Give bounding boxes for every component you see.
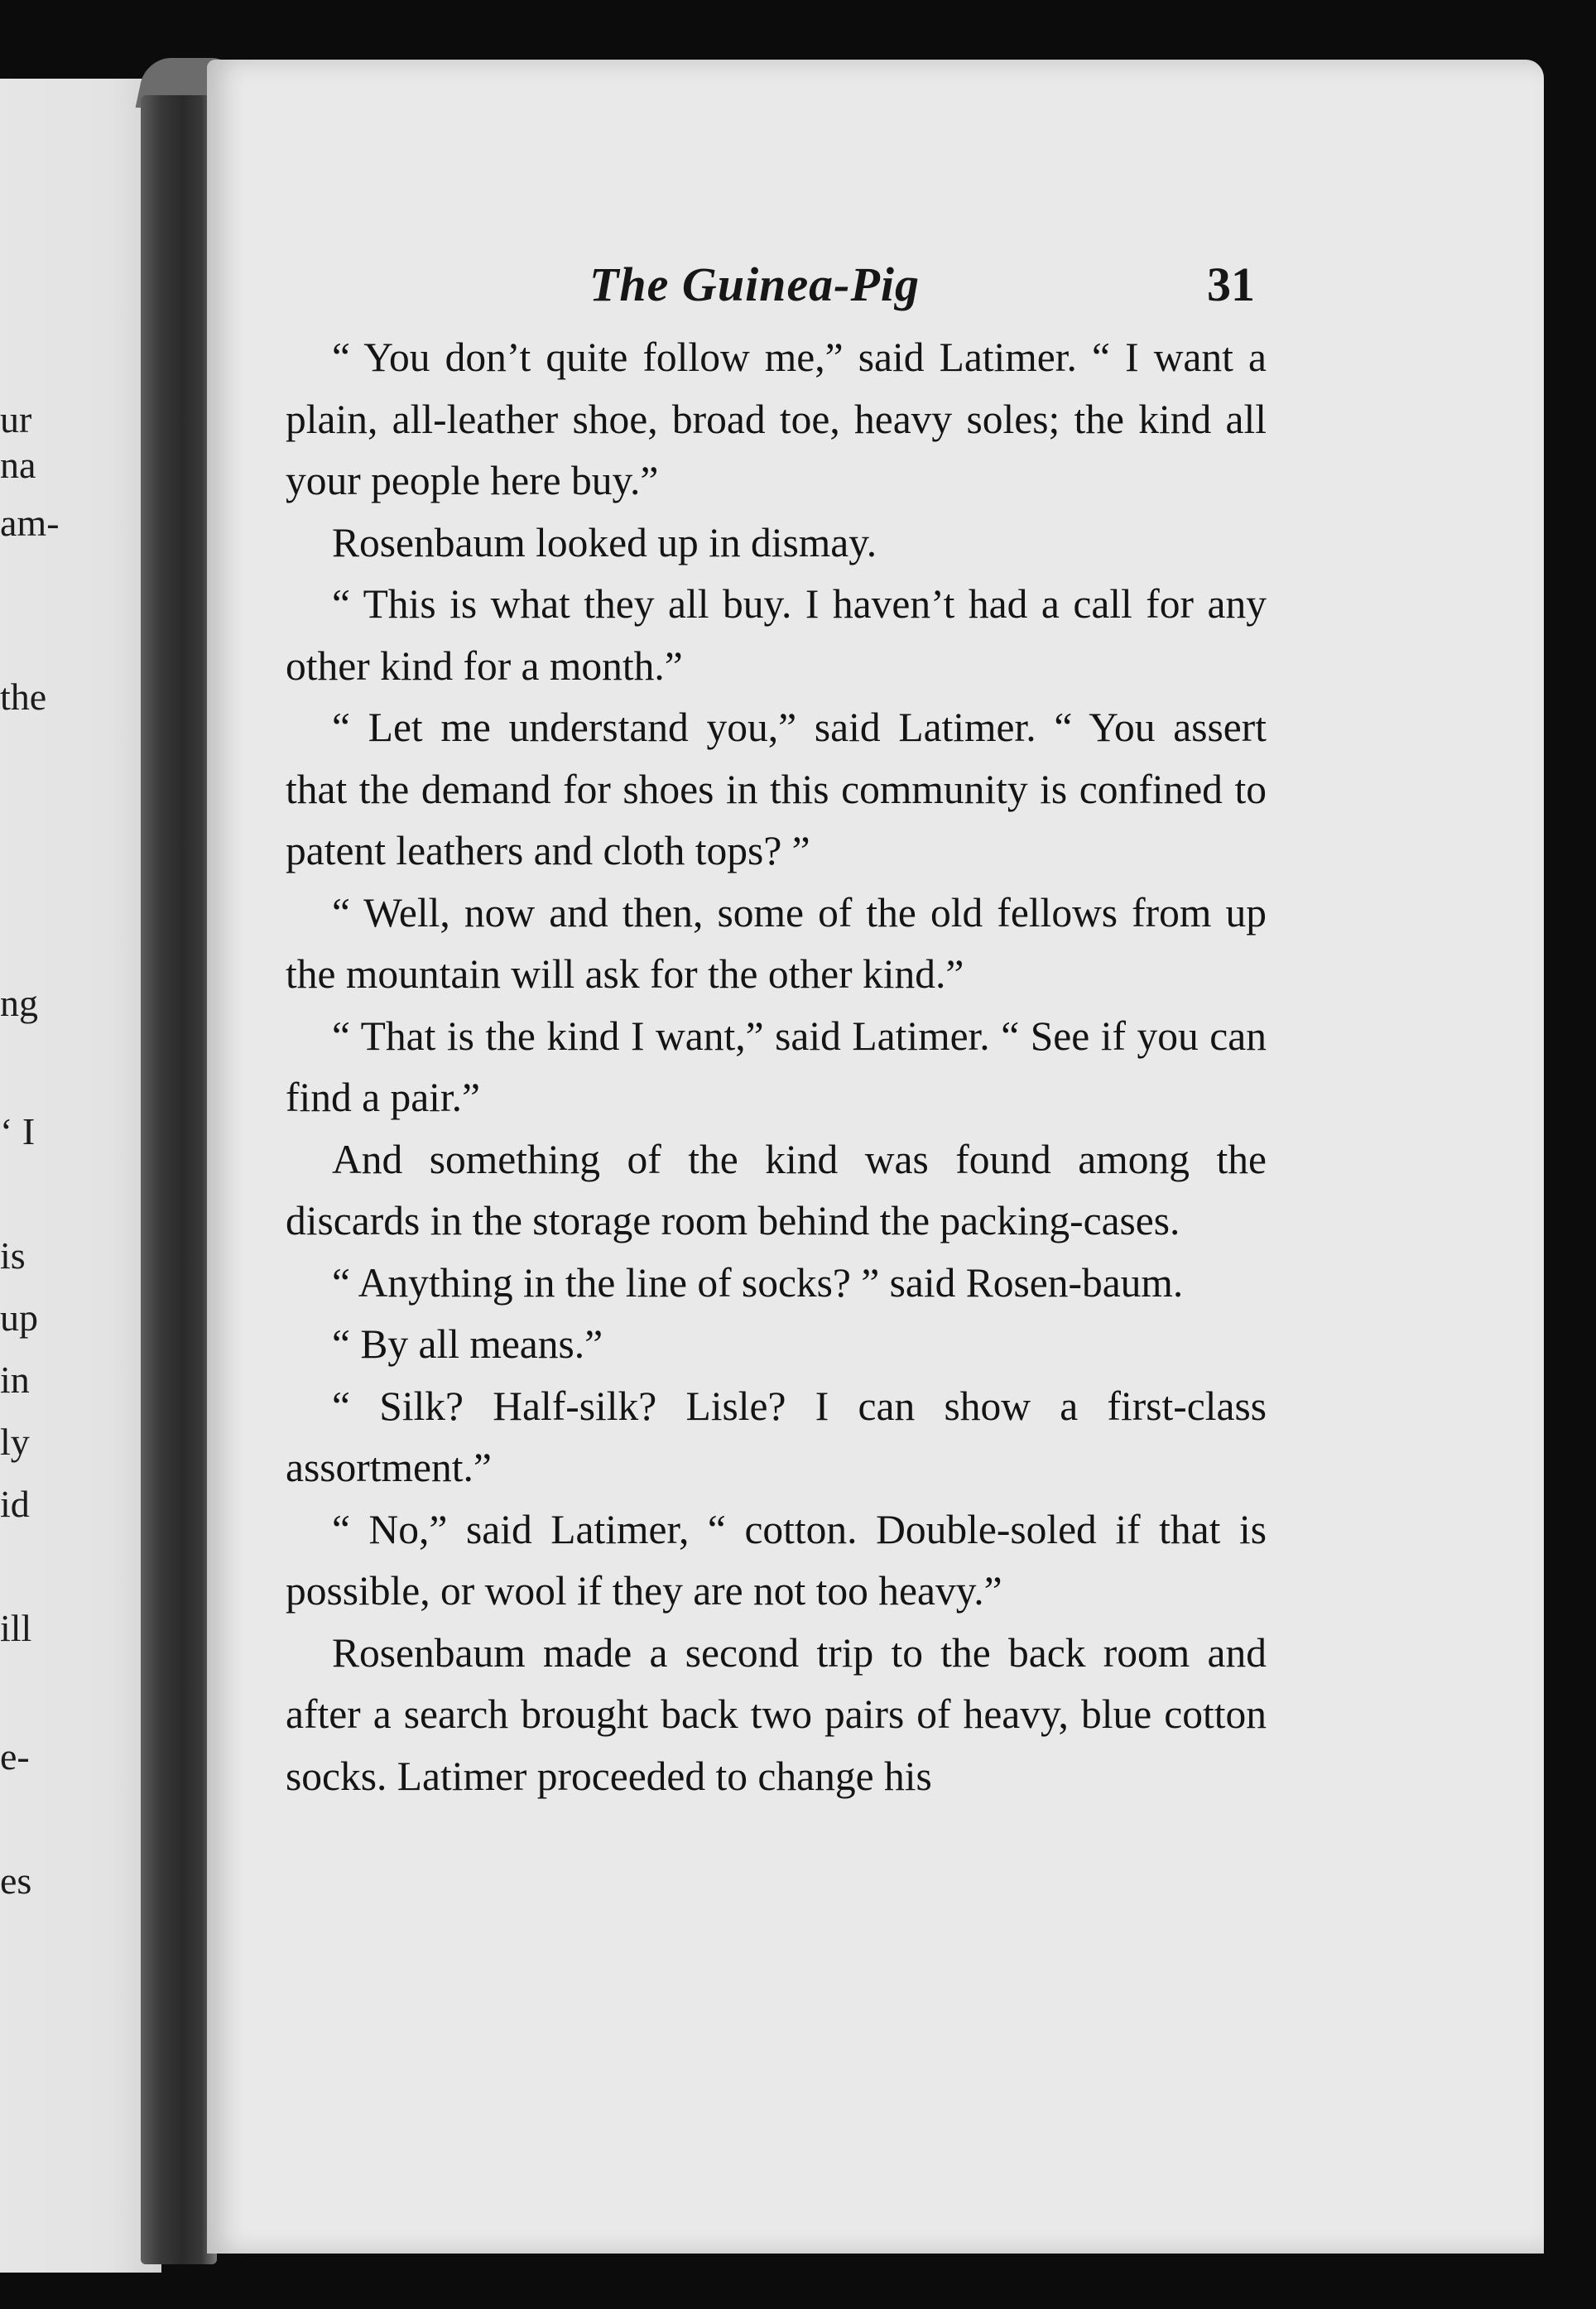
left-page-fragment: es xyxy=(0,1859,32,1902)
left-page-fragment: am- xyxy=(0,502,60,544)
paragraph: “ Let me understand you,” said Latimer. “ You assert that the demand for shoes in this community is confined to patent leathers and cloth tops? ” xyxy=(286,705,1267,873)
paragraph: “ No,” said Latimer, “ cotton. Double-soled if that is possible, or wool if they are not too heavy.” xyxy=(286,1506,1267,1614)
left-page-fragment: id xyxy=(0,1483,30,1525)
left-page-fragment: ng xyxy=(0,982,38,1024)
paragraph: “ This is what they all buy. I haven’t had a call for any other kind for a month.” xyxy=(286,581,1267,689)
paragraph: Rosenbaum made a second trip to the back room and after a search brought back two pairs of heavy, blue cotton socks. Latimer proceeded to change his xyxy=(286,1629,1267,1799)
paragraph: “ That is the kind I want,” said Latimer. “ See if you can find a pair.” xyxy=(286,1013,1267,1120)
left-page-fragment: ‘ I xyxy=(0,1110,36,1152)
page-number: 31 xyxy=(1207,257,1255,311)
left-page-fragment: up xyxy=(0,1296,38,1339)
paragraph: “ Silk? Half-silk? Lisle? I can show a first-class assortment.” xyxy=(286,1383,1267,1490)
paragraph: “ By all means.” xyxy=(332,1321,603,1367)
left-page-fragment: ill xyxy=(0,1607,32,1649)
book-spine xyxy=(141,95,217,2264)
paragraph: And something of the kind was found among the discards in the storage room behind the packing-cases. xyxy=(286,1136,1267,1243)
running-title: The Guinea-Pig xyxy=(589,257,921,311)
left-page-fragment: ly xyxy=(0,1421,30,1463)
paragraph: “ Well, now and then, some of the old fellows from up the mountain will ask for the other kind.” xyxy=(286,889,1267,997)
left-page-fragment: the xyxy=(0,676,47,718)
left-page-fragment: in xyxy=(0,1359,30,1401)
page-body-text xyxy=(286,327,1267,1807)
left-page-fragment: na xyxy=(0,444,36,486)
paragraph: “ You don’t quite follow me,” said Latimer. “ I want a plain, all-leather shoe, broad toe, heavy soles; the kind all your people here buy.” xyxy=(286,334,1267,503)
paragraph: Rosenbaum looked up in dismay. xyxy=(332,519,877,565)
left-page-fragment: ur xyxy=(0,398,32,440)
left-page-fragment: is xyxy=(0,1234,26,1277)
left-page-fragment: e- xyxy=(0,1735,30,1777)
previous-page-edge xyxy=(0,79,161,2273)
paragraph: “ Anything in the line of socks? ” said Rosen-baum. xyxy=(332,1259,1184,1306)
